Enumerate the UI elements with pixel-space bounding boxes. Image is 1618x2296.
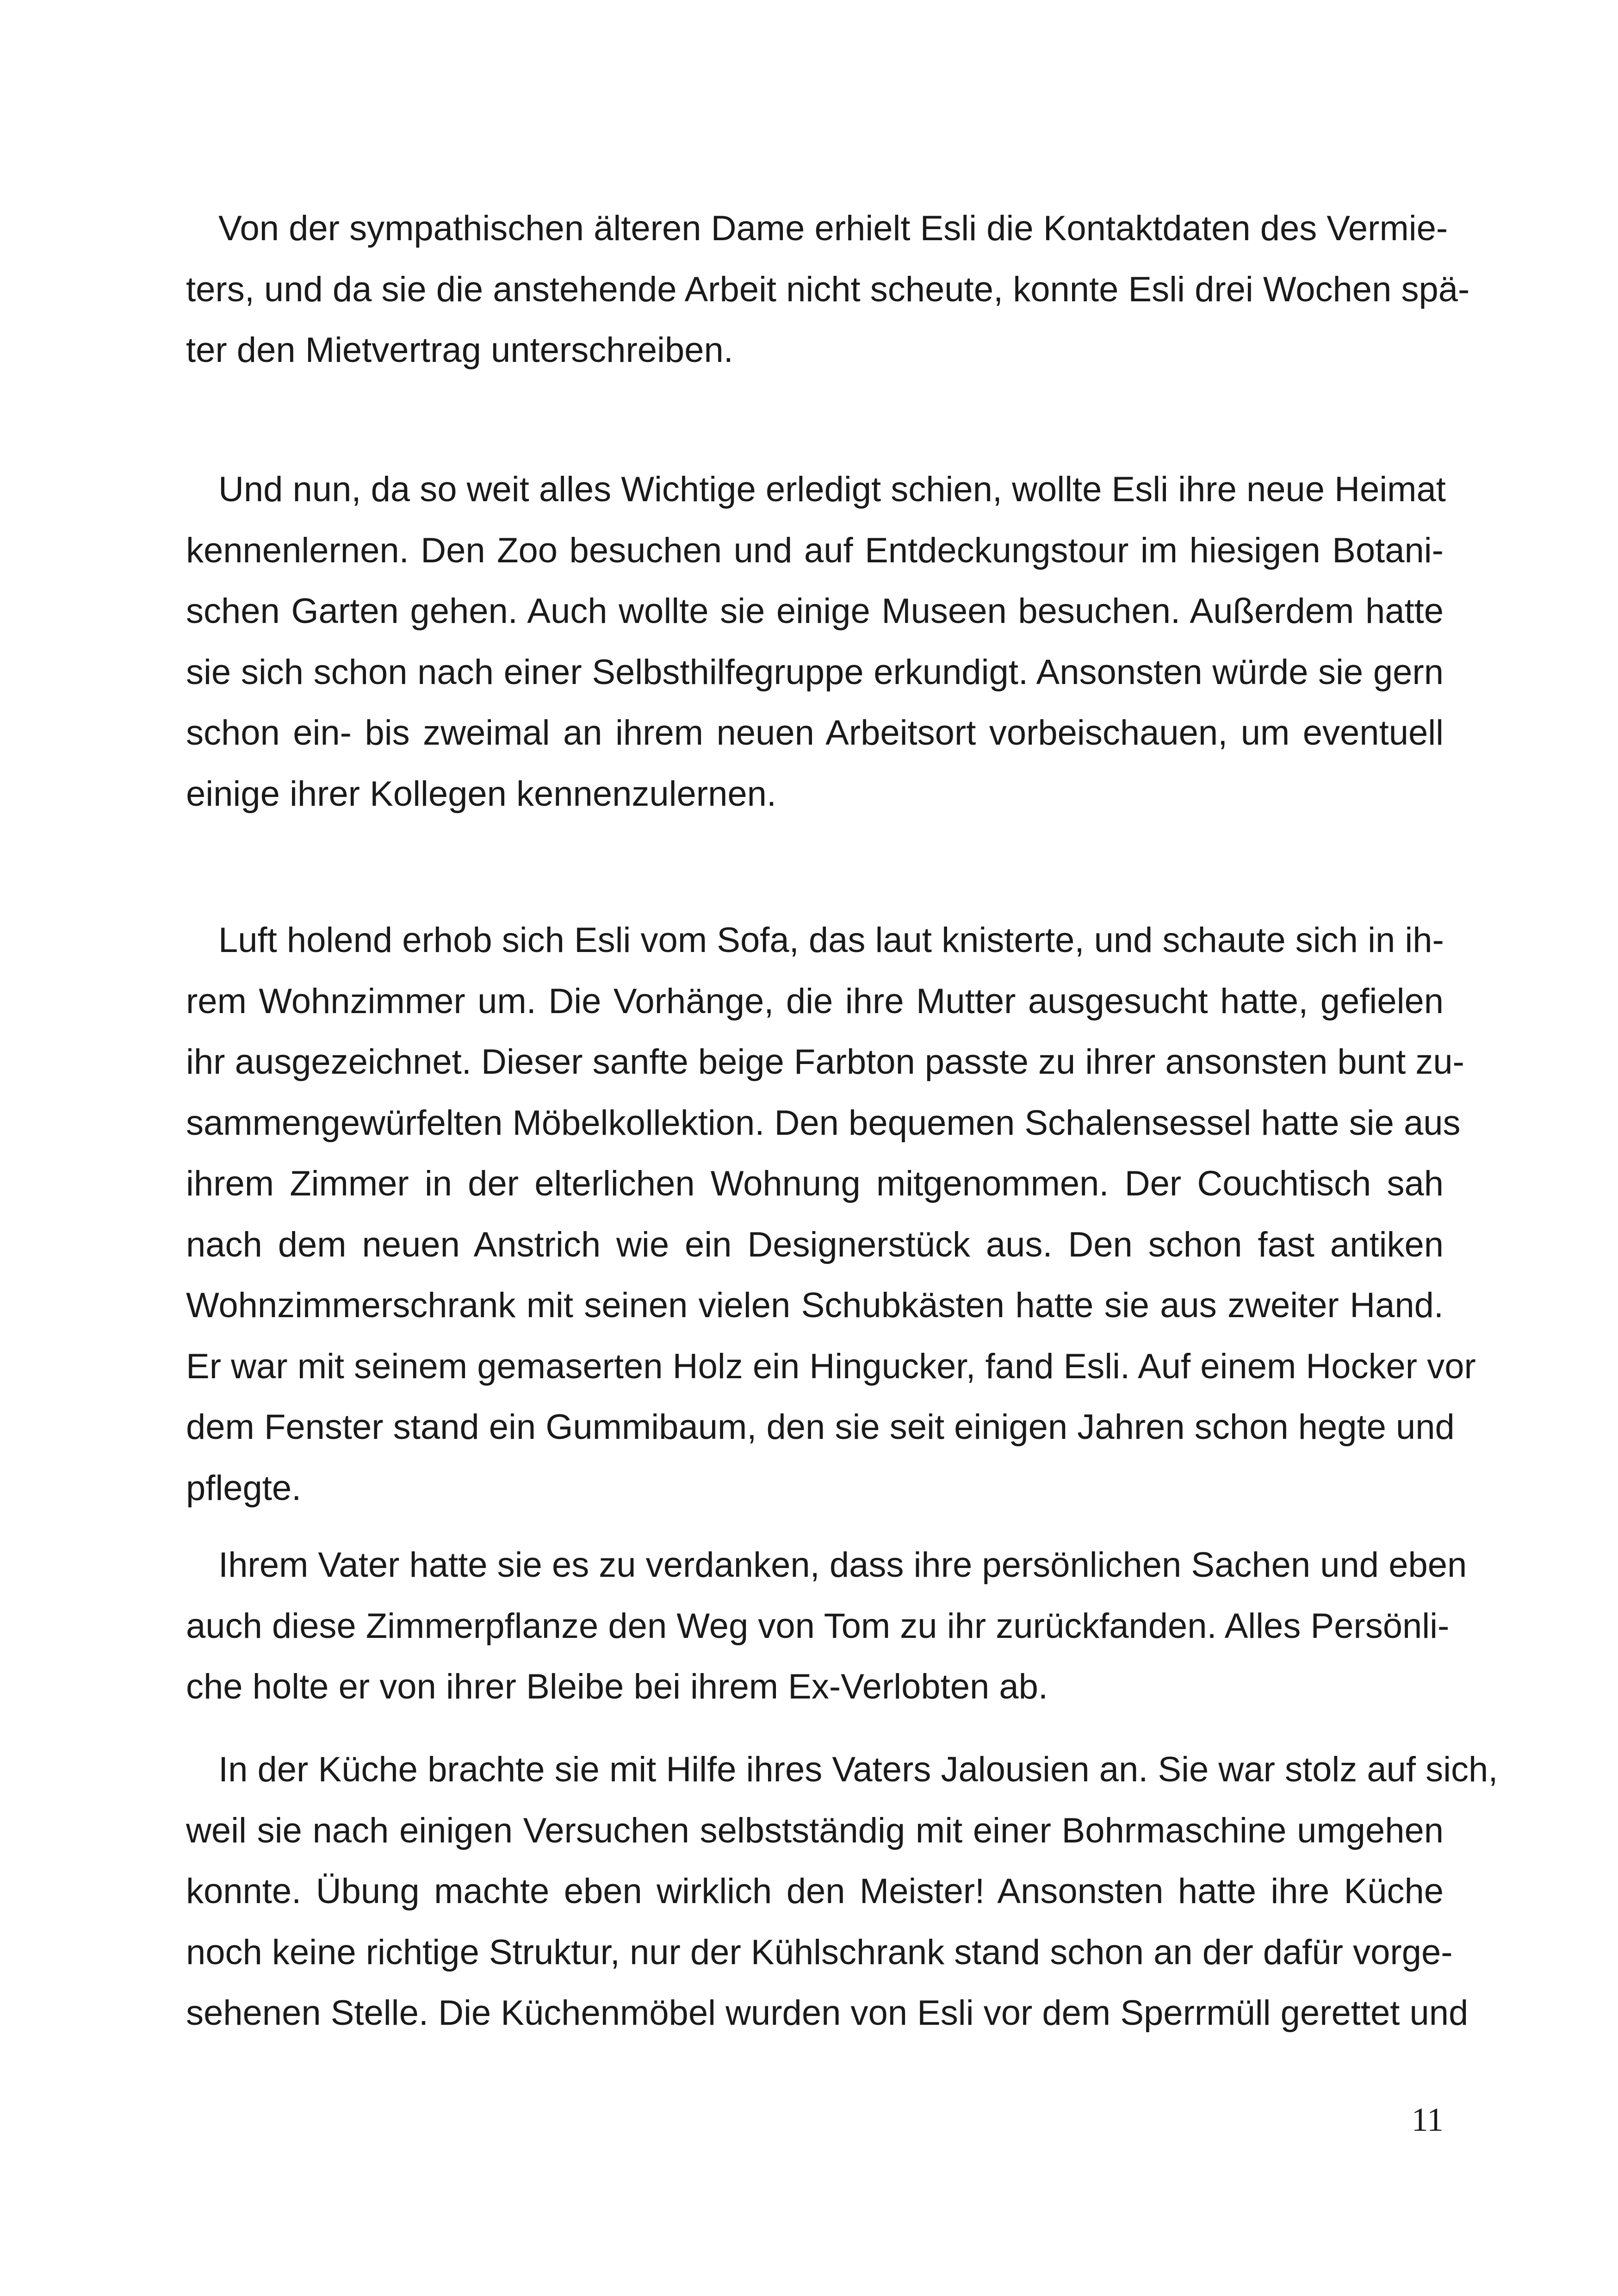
paragraph-line: nach dem neuen Anstrich wie ein Designerstück aus. Den schon fast antiken: [186, 1225, 1444, 1264]
paragraph-line: rem Wohnzimmer um. Die Vorhänge, die ihre Mutter ausgesucht hatte, gefielen: [186, 981, 1444, 1021]
paragraph-line: Er war mit seinem gemaserten Holz ein Hingucker, fand Esli. Auf einem Hocker vor: [186, 1346, 1476, 1386]
paragraph-line: Luft holend erhob sich Esli vom Sofa, das laut knisterte, und schaute sich in ih-: [218, 921, 1444, 960]
paragraph-line: kennenlernen. Den Zoo besuchen und auf Entdeckungstour im hiesigen Botani-: [186, 530, 1444, 570]
paragraph-line: sammengewürfelten Möbelkollektion. Den bequemen Schalensessel hatte sie aus: [186, 1103, 1461, 1143]
paragraph-line: Von der sympathischen älteren Dame erhielt Esli die Kontaktdaten des Vermie-: [218, 209, 1448, 248]
paragraph-line: sehenen Stelle. Die Küchenmöbel wurden von Esli vor dem Sperrmüll gerettet und: [186, 1993, 1469, 2033]
paragraph-line: Ihrem Vater hatte sie es zu verdanken, dass ihre persönlichen Sachen und eben: [218, 1545, 1467, 1585]
paragraph-line: pflegte.: [186, 1468, 302, 1508]
paragraph-line: schen Garten gehen. Auch wollte sie einige Museen besuchen. Außerdem hatte: [186, 591, 1444, 631]
paragraph-line: ters, und da sie die anstehende Arbeit nicht scheute, konnte Esli drei Wochen spä-: [186, 269, 1470, 309]
paragraph-line: Wohnzimmerschrank mit seinen vielen Schubkästen hatte sie aus zweiter Hand.: [186, 1286, 1444, 1325]
paragraph-5: [186, 1739, 1498, 2044]
paragraph-line: che holte er von ihrer Bleibe bei ihrem Ex-Verlobten ab.: [186, 1667, 1048, 1706]
paragraph-line: weil sie nach einigen Versuchen selbstständig mit einer Bohrmaschine umgehen: [186, 1811, 1444, 1850]
paragraph-4: [186, 1535, 1467, 1717]
paragraph-line: In der Küche brachte sie mit Hilfe ihres Vaters Jalousien an. Sie war stolz auf sich,: [218, 1750, 1498, 1789]
paragraph-line: einige ihrer Kollegen kennenzulernen.: [186, 774, 777, 814]
paragraph-line: auch diese Zimmerpflanze den Weg von Tom zu ihr zurückfanden. Alles Persönli-: [186, 1606, 1450, 1646]
paragraph-line: sie sich schon nach einer Selbsthilfegruppe erkundigt. Ansonsten würde sie gern: [186, 652, 1444, 692]
paragraph-line: ihr ausgezeichnet. Dieser sanfte beige Farbton passte zu ihrer ansonsten bunt zu-: [186, 1042, 1464, 1082]
paragraph-line: ter den Mietvertrag unterschreiben.: [186, 330, 733, 370]
paragraph-3: [186, 910, 1476, 1518]
paragraph-1: [186, 198, 1470, 381]
paragraph-line: ihrem Zimmer in der elterlichen Wohnung mitgenommen. Der Couchtisch sah: [186, 1164, 1444, 1203]
paragraph-line: Und nun, da so weit alles Wichtige erledigt schien, wollte Esli ihre neue Heimat: [218, 470, 1446, 509]
paragraph-line: schon ein- bis zweimal an ihrem neuen Arbeitsort vorbeischauen, um eventuell: [186, 713, 1444, 753]
paragraph-line: noch keine richtige Struktur, nur der Kühlschrank stand schon an der dafür vorge-: [186, 1932, 1453, 1972]
paragraph-2: [186, 459, 1444, 824]
paragraph-line: konnte. Übung machte eben wirklich den Meister! Ansonsten hatte ihre Küche: [186, 1872, 1444, 1911]
page-number: 11: [1411, 2101, 1444, 2138]
paragraph-line: dem Fenster stand ein Gummibaum, den sie seit einigen Jahren schon hegte und: [186, 1407, 1455, 1447]
